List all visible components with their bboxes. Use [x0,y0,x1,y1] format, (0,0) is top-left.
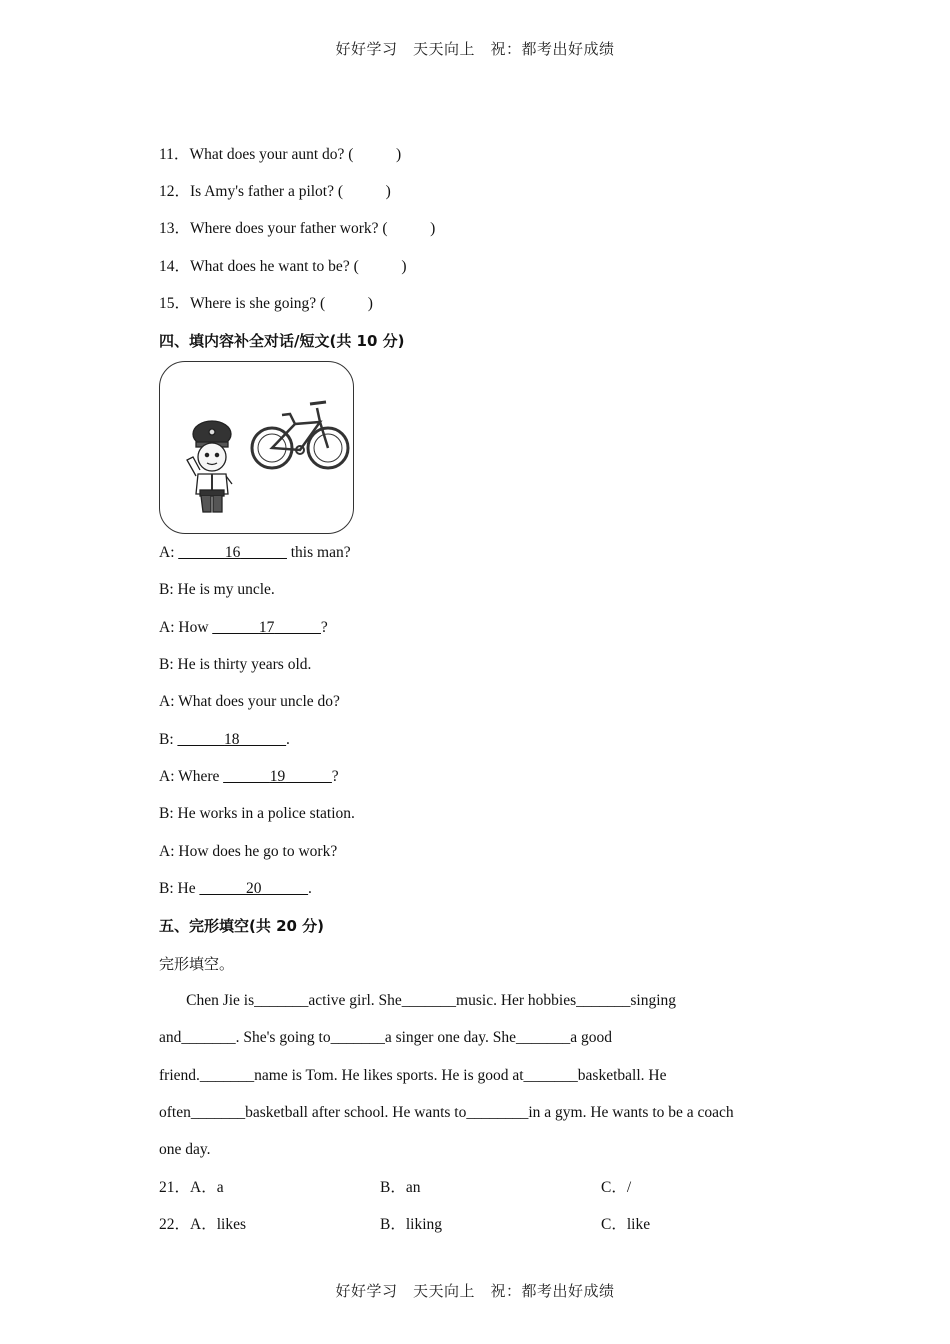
question-11 [159,145,401,165]
dialogue-line-16 [159,543,351,563]
dialogue-text: B: [159,731,178,748]
dialogue-text: ? [320,619,328,636]
option-a[interactable]: A．a [190,1179,224,1196]
answer-blank[interactable]: ______ [285,768,332,785]
question-text: What does he want to be? ( ) [190,258,407,275]
passage-line: often_______basketball after school. He wants to________in a gym. He wants to be a coach [159,1104,734,1121]
answer-blank[interactable]: ______ [178,544,225,561]
option-row-21 [159,1178,224,1198]
dialogue-line-18 [159,730,290,750]
passage-line: Chen Jie is_______active girl. She_______music. Her hobbies_______singing [159,992,677,1009]
question-number: 15． [159,295,191,312]
section-5-title: 五、完形填空(共 20 分) [159,917,325,935]
option-b[interactable]: B．liking [380,1216,443,1233]
dialogue-text: . [307,880,312,897]
answer-blank[interactable]: ______ [223,768,270,785]
question-number: 13． [159,220,191,237]
dialogue-text: A: How [159,619,213,636]
answer-blank[interactable]: ______ [239,731,287,748]
answer-blank[interactable]: ______ [261,880,308,897]
bicycle-icon [252,402,348,468]
question-text: Is Amy's father a pilot? ( ) [190,183,391,200]
question-15 [159,294,373,314]
passage-line: one day. [159,1141,211,1158]
question-text: Where does your father work? ( ) [190,220,436,237]
blank-number: 17 [258,619,275,636]
policeman-icon [187,421,232,512]
blank-number: 16 [224,544,241,561]
dialogue-line: A: How does he go to work? [159,843,338,860]
question-number: 12． [159,183,191,200]
question-number: 14． [159,258,191,275]
dialogue-text: this man? [286,544,351,561]
picture-frame [159,361,354,534]
answer-blank[interactable]: ______ [274,619,321,636]
option-c[interactable]: C．like [601,1216,651,1233]
passage-line: friend._______name is Tom. He likes sports. He is good at_______basketball. He [159,1067,667,1084]
policeman-bicycle-picture [160,362,353,533]
question-12 [159,182,391,202]
dialogue-line: B: He is my uncle. [159,581,275,598]
section-4-title: 四、填内容补全对话/短文(共 10 分) [159,332,405,350]
question-14 [159,257,407,277]
answer-blank[interactable]: ______ [199,880,246,897]
question-number: 21． [159,1179,191,1196]
dialogue-line: A: What does your uncle do? [159,693,340,710]
dialogue-line-20 [159,879,312,899]
question-13 [159,219,435,239]
option-b[interactable]: B．an [380,1179,421,1196]
passage-line: and_______. She's going to_______a singer one day. She_______a good [159,1029,612,1046]
answer-blank[interactable]: ______ [240,544,287,561]
blank-number: 20 [245,880,262,897]
option-a[interactable]: A．likes [190,1216,246,1233]
dialogue-line: B: He is thirty years old. [159,656,312,673]
dialogue-text: B: He [159,880,200,897]
question-text: What does your aunt do? ( ) [189,146,402,163]
question-number: 22． [159,1216,191,1233]
option-row-22 [159,1215,246,1235]
dialogue-text: . [286,731,290,748]
answer-blank[interactable]: ______ [177,731,225,748]
blank-number: 18 [224,731,240,748]
dialogue-text: A: Where [159,768,224,785]
dialogue-text: A: [159,544,179,561]
question-number: 11． [159,146,190,163]
option-c[interactable]: C．/ [601,1179,632,1196]
blank-number: 19 [269,768,286,785]
dialogue-text: ? [331,768,339,785]
question-text: Where is she going? ( ) [190,295,373,312]
cloze-label: 完形填空。 [159,955,235,973]
page-footer: 好好学习 天天向上 祝：都考出好成绩 [335,1282,615,1300]
answer-blank[interactable]: ______ [212,619,259,636]
dialogue-line-17 [159,618,328,638]
dialogue-line-19 [159,767,339,787]
page-header: 好好学习 天天向上 祝：都考出好成绩 [335,40,615,58]
dialogue-line: B: He works in a police station. [159,805,355,822]
